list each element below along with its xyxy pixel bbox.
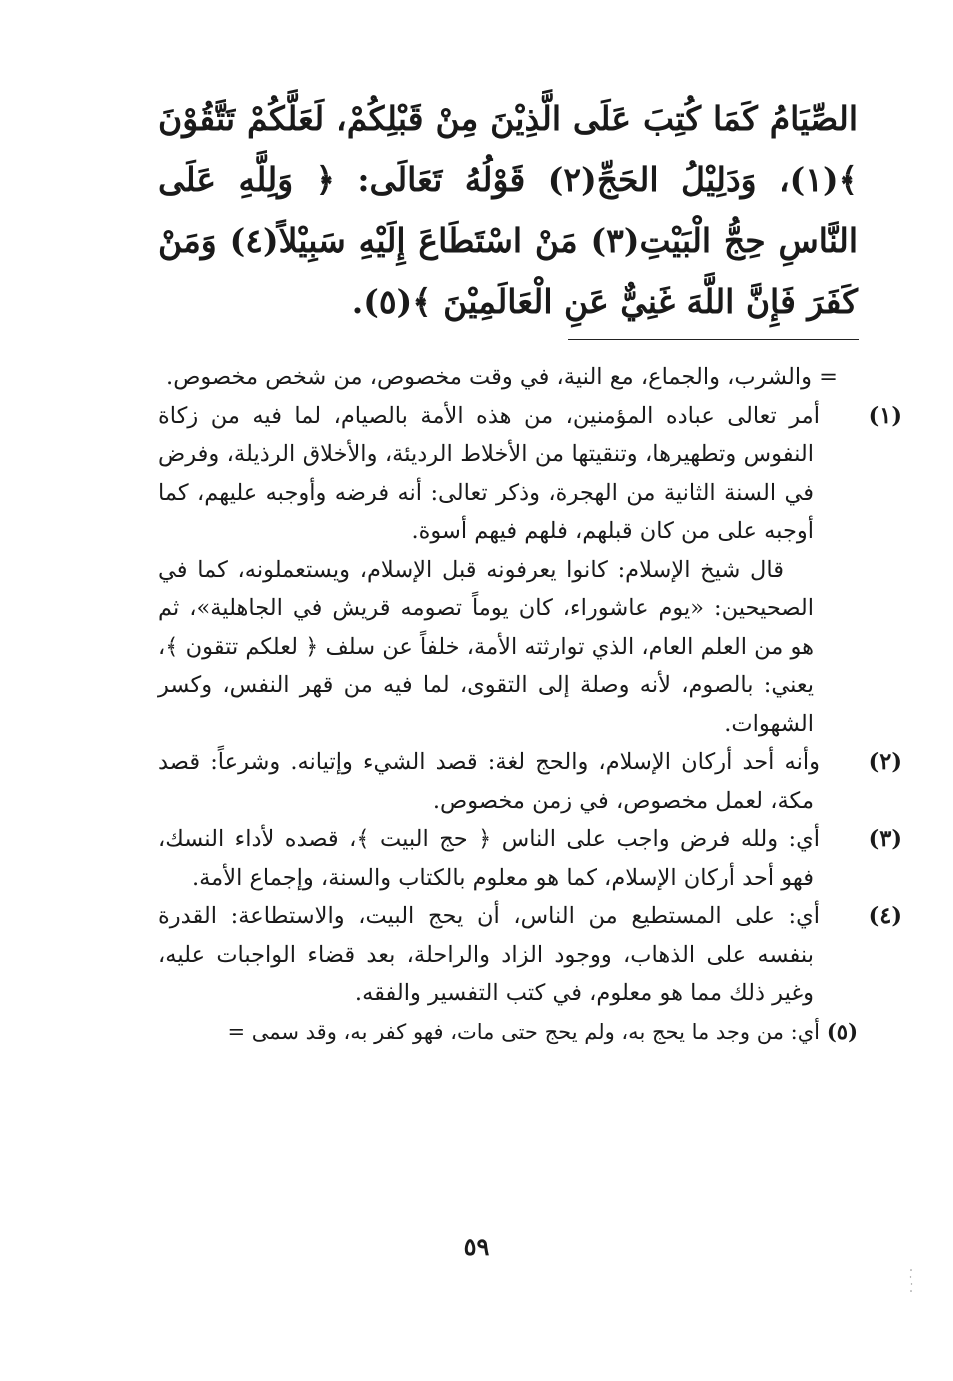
footnote-number: (٥): [826, 1018, 858, 1044]
footnote-4: [158, 897, 902, 1013]
footnotes-block: [158, 358, 902, 1051]
scan-speck-marks: [909, 1268, 913, 1294]
footnote-text: أي: ولله فرض واجب على الناس ﴿ حج البيت ﴾، قصده لأداء النسك، فهو أحد أركان الإسلام، كما هو معلوم بالكتاب والسنة، وإجماع الأمة.: [158, 826, 820, 891]
footnote-2: [158, 743, 902, 820]
footnote-text: أي: على المستطيع من الناس، أن يحج البيت، والاستطاعة: القدرة بنفسه على الذهاب، ووجود الزاد والراحلة، بعد قضاء الواجبات عليه، وغير ذلك مما هو معلوم، في كتب التفسير والفقه.: [158, 903, 820, 1006]
footnote-3: [158, 820, 902, 897]
footnote-text: أمر تعالى عباده المؤمنين، من هذه الأمة بالصيام، لما فيه من زكاة النفوس وتطهيرها، وتنقيتها من الأخلاط الرديئة، والأخلاق الرذيلة، وفرض في السنة الثانية من الهجرة، وذكر تعالى: أنه فرضه وأوجبه عليهم، كما أوجبه على من كان قبلهم، فلهم فيهم أسوة.: [158, 402, 820, 544]
page-number: ٥٩: [463, 1232, 490, 1261]
footnote-number: (٤): [868, 903, 902, 929]
footnote-5: [158, 1013, 858, 1052]
main-text-line: وَدَلِيْلُ الحَجِّ(٢) قَوْلُهُ تَعَالَى: ﴿ وَلِلَّهِ عَلَى النَّاسِ حِجُّ الْبَيْتِ(٣): [158, 160, 858, 260]
main-text-line: الْعَالَمِيْنَ ﴾(٥).: [351, 282, 553, 321]
footnote-continuation: = والشرب، والجماع، مع النية، في وقت مخصوص، من شخص مخصوص.: [166, 364, 838, 390]
footnote-number: (١): [868, 402, 902, 429]
main-text-block: [158, 88, 858, 332]
footnote-1: [158, 397, 902, 551]
footnote-1-paragraph: قال شيخ الإسلام: كانوا يعرفونه قبل الإسلام، ويستعملونه، كما في الصحيحين: «يوم عاشوراء، كان يوماً تصومه قريش في الجاهلية»، ثم هو من العلم العام، الذي توارثته الأمة، خلفاً عن سلف ﴿ لعلكم تتقون ﴾، يعني: بالصوم، لأنه وصلة إلى التقوى، لما فيه من قهر النفس، وكسر الشهوات.: [158, 556, 814, 737]
footnote-text: أي: من وجد ما يحج به، ولم يحج حتى مات، فهو كفر به، وقد سمى =: [227, 1019, 820, 1044]
footnote-number: (٣): [868, 826, 902, 852]
footnote-separator: [568, 339, 859, 340]
scan-speck: [909, 1268, 912, 1294]
main-text-line: الصِّيَامُ كَمَا كُتِبَ عَلَى الَّذِيْنَ مِنْ قَبْلِكُمْ، لَعَلَّكُمْ تَتَّقُوْنَ ﴾(١)،: [158, 99, 858, 199]
footnote-text: وأنه أحد أركان الإسلام، والحج لغة: قصد الشيء وإتيانه. وشرعاً: قصد مكة، لعمل مخصوص، في زمن مخصوص.: [158, 749, 820, 814]
footnote-number: (٢): [868, 749, 902, 775]
main-text-line: مَنْ اسْتَطَاعَ إِلَيْهِ سَبِيْلاً(٤) وَمَنْ كَفَرَ فَإِنَّ اللَّهَ غَنِيٌّ عَنِ: [158, 221, 858, 321]
